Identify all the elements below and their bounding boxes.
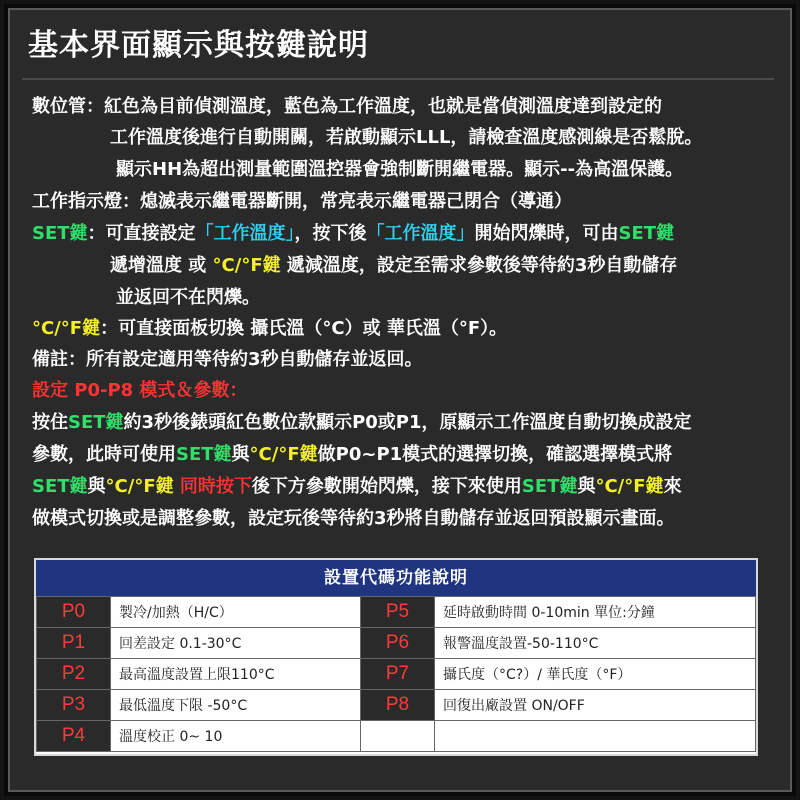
text-line [32,376,247,406]
table-row [37,721,756,752]
table-row [37,690,756,721]
text-line [32,314,507,344]
text-segment: 設定 P0-P8 模式＆參數： [32,380,248,401]
text-line [116,283,260,313]
text-segment: °C/°F鍵 [595,476,664,497]
description-cell: 回差設定 0.1-30°C [111,628,361,659]
page-title: 基本界面顯示與按鍵說明 [28,28,369,63]
text-segment: SET鍵 [618,223,675,244]
text-segment: 後下方參數開始閃爍，接下來使用 [251,476,522,497]
text-segment: °C/°F鍵 [249,444,318,465]
description-cell: 回復出廠設置 ON/OFF [435,690,756,721]
text-segment: 數位管：紅色為目前偵測溫度，藍色為工作溫度，也就是當偵測溫度達到設定的 [32,96,662,117]
text-line [32,408,692,438]
code-cell: P1 [37,628,111,659]
text-line [32,504,675,534]
description-cell: 延時啟動時間 0-10min 單位:分鐘 [435,597,756,628]
text-line [32,219,674,249]
text-segment: 與 [87,476,106,497]
description-cell: 溫度校正 0~ 10 [111,721,361,752]
text-segment: °C/°F鍵 [32,318,101,339]
text-segment: ：可直接設定 [87,223,196,244]
text-segment: 來 [663,476,682,497]
text-segment: 「工作溫度」 [195,223,295,244]
text-segment: 備註：所有設定適用等待約3秒自動儲存並返回。 [32,349,423,370]
code-cell [361,721,435,752]
text-segment: 並返回不在閃爍。 [116,287,260,308]
code-table [34,558,758,756]
text-segment: 與 [577,476,596,497]
text-line [32,92,662,122]
description-cell: 最高溫度設置上限110°C [111,659,361,690]
text-line [32,345,423,375]
text-segment: 開始閃爍時，可由 [474,223,619,244]
code-cell: P4 [37,721,111,752]
text-segment: 遞減溫度，設定至需求參數後等待約3秒自動儲存 [280,255,678,276]
code-cell: P6 [361,628,435,659]
text-segment: °C/°F鍵 [105,476,174,497]
text-segment: 參數，此時可使用 [32,444,176,465]
description-cell: 製冷/加熱（H/C） [111,597,361,628]
text-segment: 做模式切換或是調整參數，設定玩後等待約3秒將自動儲存並返回預設顯示畫面。 [32,508,675,529]
code-cell: P8 [361,690,435,721]
title-divider [22,78,774,80]
text-line [32,440,672,470]
text-segment: 遞增溫度 或 [110,255,213,276]
code-cell: P2 [37,659,111,690]
text-segment: 「工作溫度」 [366,223,475,244]
description-cell [435,721,756,752]
table-header: 設置代碼功能說明 [36,560,756,596]
text-segment: SET鍵 [32,223,88,244]
text-segment: 同時按下 [179,476,252,497]
description-cell: 最低溫度下限 -50°C [111,690,361,721]
text-line [32,187,572,217]
text-segment: °C/°F鍵 [212,255,281,276]
text-segment: SET鍵 [68,412,124,433]
text-segment: ，按下後 [294,223,367,244]
table-row [37,597,756,628]
text-line [116,155,683,185]
code-cell: P0 [37,597,111,628]
text-segment: SET鍵 [32,476,88,497]
table-row [37,628,756,659]
code-cell: P7 [361,659,435,690]
text-segment: SET鍵 [176,444,232,465]
text-line [32,472,682,502]
text-line [110,251,677,281]
text-segment: 約3秒後錶頭紅色數位款顯示P0或P1，原顯示工作溫度自動切換成設定 [123,412,692,433]
text-segment: 按住 [32,412,68,433]
text-segment: 工作溫度後進行自動開關，若啟動顯示LLL，請檢查溫度感測線是否鬆脫。 [110,127,703,148]
text-segment: 顯示HH為超出測量範圍溫控器會強制斷開繼電器。顯示--為高溫保護。 [116,159,684,180]
code-cell: P3 [37,690,111,721]
text-line [110,123,702,153]
text-segment: 與 [231,444,250,465]
description-cell: 攝氏度（°C?）/ 華氏度（°F） [435,659,756,690]
code-cell: P5 [361,597,435,628]
text-segment: 工作指示燈：熄滅表示繼電器斷開，常亮表示繼電器己閉合（導通） [32,191,572,212]
table-row [37,659,756,690]
text-segment: SET鍵 [521,476,578,497]
text-segment: 做P0~P1模式的選擇切換，確認選擇模式將 [317,444,673,465]
code-table-grid [36,596,756,752]
text-segment: ：可直接面板切換 攝氏溫（°C）或 華氏溫（°F）。 [100,318,508,339]
description-cell: 報警溫度設置-50-110°C [435,628,756,659]
